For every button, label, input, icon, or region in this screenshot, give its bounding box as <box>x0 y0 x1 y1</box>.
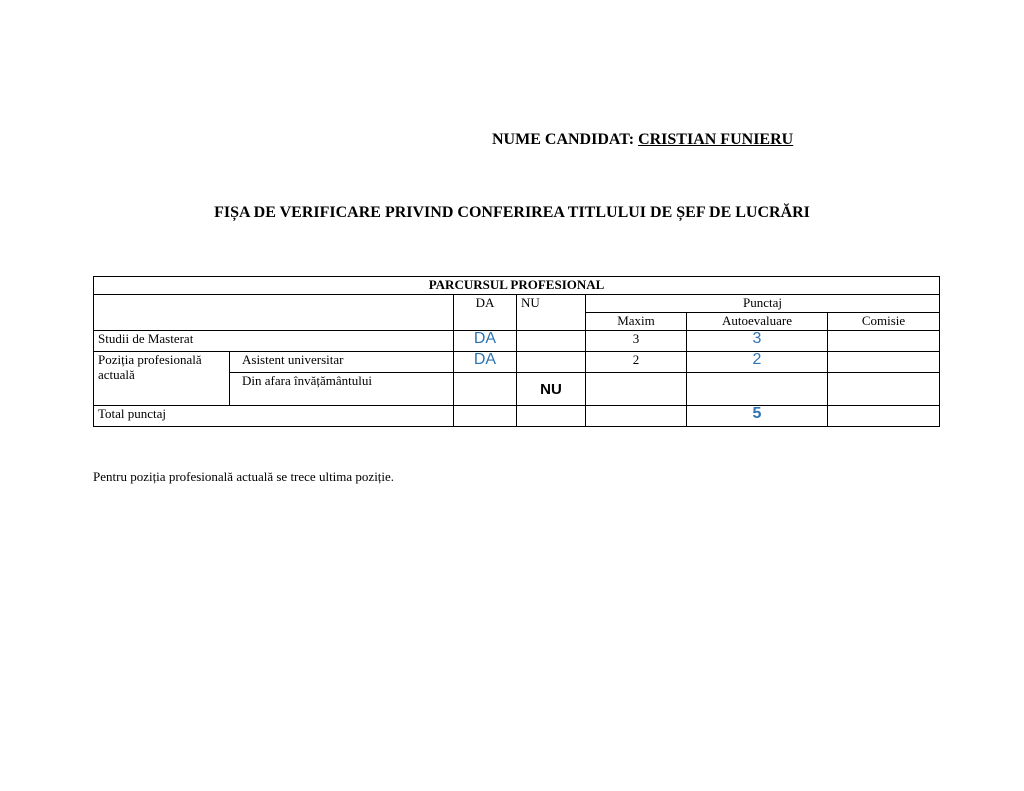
cell-maxim: 3 <box>586 331 687 352</box>
header-row <box>94 295 940 313</box>
cell-da: DA <box>454 352 517 373</box>
cell-comisie <box>828 373 940 406</box>
row-label: Studii de Masterat <box>94 331 454 352</box>
cell-comisie <box>828 406 940 427</box>
cell-comisie <box>828 352 940 373</box>
header-empty-cell <box>94 295 454 331</box>
cell-comisie <box>828 331 940 352</box>
cell-nu: NU <box>517 373 586 406</box>
cell-maxim <box>586 406 687 427</box>
row-group-label: Poziția profesională actuală <box>94 352 230 406</box>
evaluation-table <box>93 276 940 427</box>
cell-da <box>454 373 517 406</box>
cell-autoevaluare: 2 <box>687 352 828 373</box>
row-label: Din afara învățământului <box>230 373 454 406</box>
candidate-label: NUME CANDIDAT: <box>492 131 635 148</box>
row-label: Total punctaj <box>94 406 454 427</box>
row-masterat <box>94 331 940 352</box>
candidate-line <box>492 131 793 149</box>
col-header-comisie: Comisie <box>828 313 940 331</box>
cell-autoevaluare: 3 <box>687 331 828 352</box>
candidate-name: CRISTIAN FUNIERU <box>638 131 794 148</box>
footnote: Pentru poziția profesională actuală se trece ultima poziție. <box>93 469 395 484</box>
cell-nu <box>517 352 586 373</box>
row-asistent <box>94 352 940 373</box>
row-total <box>94 406 940 427</box>
cell-autoevaluare <box>687 373 828 406</box>
cell-da: DA <box>454 331 517 352</box>
row-label: Asistent universitar <box>230 352 454 373</box>
col-header-maxim: Maxim <box>586 313 687 331</box>
cell-nu <box>517 406 586 427</box>
col-header-autoevaluare: Autoevaluare <box>687 313 828 331</box>
cell-autoevaluare-total: 5 <box>687 406 828 427</box>
cell-maxim <box>586 373 687 406</box>
col-header-da: DA <box>454 295 517 331</box>
cell-maxim: 2 <box>586 352 687 373</box>
document-title: FIȘA DE VERIFICARE PRIVIND CONFERIREA TITLULUI DE ȘEF DE LUCRĂRI <box>214 204 810 221</box>
section-title: PARCURSUL PROFESIONAL <box>94 277 940 295</box>
col-header-nu: NU <box>517 295 586 331</box>
section-title-row <box>94 277 940 295</box>
cell-nu <box>517 331 586 352</box>
col-header-punctaj: Punctaj <box>586 295 940 313</box>
cell-da <box>454 406 517 427</box>
